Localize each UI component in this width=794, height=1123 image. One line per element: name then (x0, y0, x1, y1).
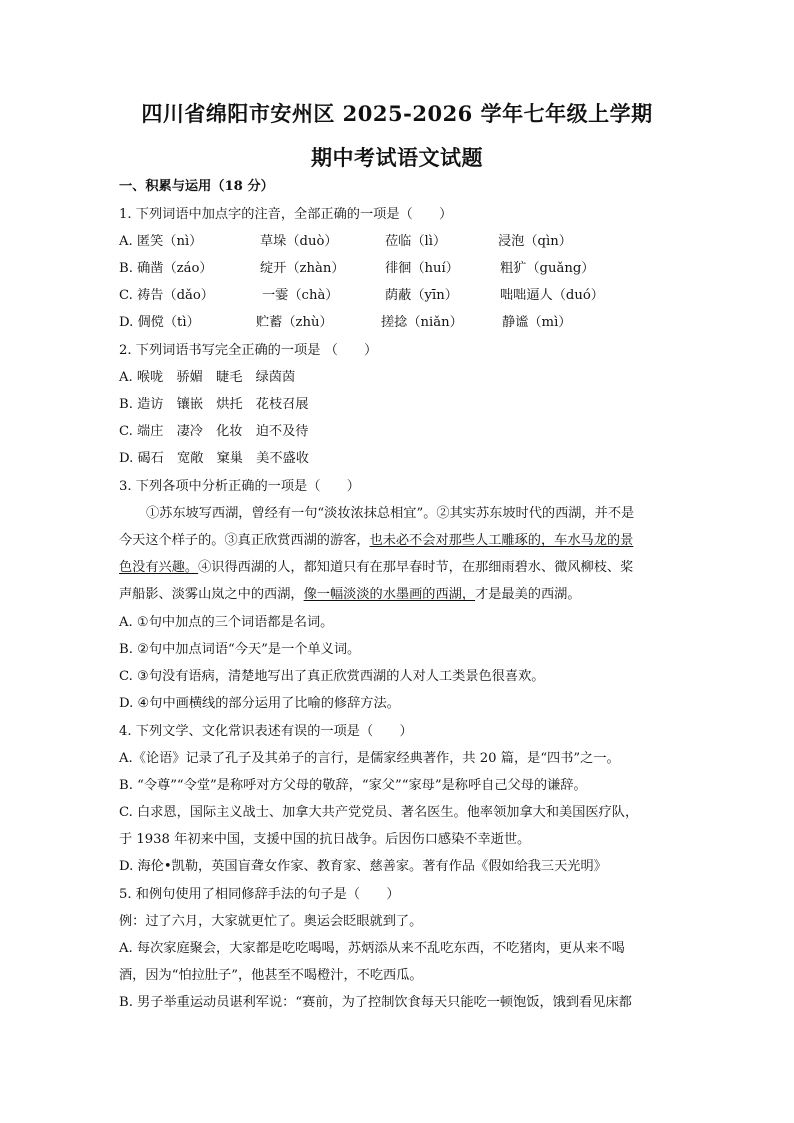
q3-passage-line4-text: 声船影、淡雾山岚之中的西湖， (119, 587, 304, 602)
q1-d-3: 搓捻（niǎn） (381, 315, 463, 330)
q3-underlined-2: 像一幅淡淡的水墨画的西湖， (303, 587, 476, 602)
q2-option-c: C. 端庄 凄冷 化妆 迫不及待 (119, 424, 309, 439)
q5-stem: 5. 和例句使用了相同修辞手法的句子是（ ） (119, 887, 400, 902)
q4-option-c-cont: 于 1938 年初来中国，支援中国的抗日战争。后因伤口感染不幸逝世。 (119, 832, 531, 847)
q3-passage-line3-text: ④识得西湖的人，都知道只有在那早春时节，在那细雨碧水、微风柳枝、桨 (198, 560, 634, 575)
q3-passage-line2 (119, 533, 679, 549)
q1-b-2: 绽开（zhàn） (260, 261, 345, 276)
q1-a-2: 草垛（duò） (260, 234, 338, 249)
q2-stem: 2. 下列词语书写完全正确的一项是 （ ） (119, 343, 378, 358)
q1-b-3: 徘徊（huí） (385, 261, 459, 276)
q4-option-c: C. 白求恩，国际主义战士、加拿大共产党党员、著名医生。他率领加拿大和美国医疗队， (119, 805, 639, 820)
q5-option-a: A. 每次家庭聚会，大家都是吃吃喝喝，苏炳添从来不乱吃东西，不吃猪肉，更从来不喝 (119, 941, 625, 956)
q1-d-4: 静谧（mì） (502, 315, 572, 330)
document-title-line1: 四川省绵阳市安州区 2025-2026 学年七年级上学期 (141, 101, 653, 126)
q4-option-a: A.《论语》记录了孔子及其弟子的言行，是儒家经典著作，共 20 篇，是“四书”之一。 (119, 751, 620, 766)
q3-option-b: B. ②句中加点词语“今天”是一个单义词。 (119, 642, 361, 657)
q2-option-d: D. 碣石 宽敞 窠巢 美不盛收 (119, 451, 309, 466)
q1-b-1: B. 确凿（záo） (119, 261, 213, 276)
q5-option-b: B. 男子举重运动员谌利军说：“赛前，为了控制饮食每天只能吃一顿饱饭，饿到看见床都 (119, 995, 632, 1010)
q1-a-3: 莅临（lì） (385, 234, 447, 249)
document-title-line2: 期中考试语文试题 (311, 145, 483, 170)
q3-option-c: C. ③句没有语病，清楚地写出了真正欣赏西湖的人对人工类景色很喜欢。 (119, 669, 545, 684)
q1-a-4: 浸泡（qìn） (498, 234, 572, 249)
q3-underlined-1: 也未必不会对那些人工雕琢的，车水马龙的景 (369, 533, 634, 548)
q5-option-a-cont: 酒，因为“怕拉肚子”，他甚至不喝橙汁，不吃西瓜。 (119, 968, 423, 983)
q1-d-1: D. 倜傥（tì） (119, 315, 200, 330)
q3-underlined-1-cont: 色没有兴趣。 (119, 560, 199, 575)
q5-example: 例：过了六月，大家就更忙了。奥运会眨眼就到了。 (119, 914, 423, 929)
section-heading: 一、积累与运用（18 分） (119, 179, 274, 194)
q4-option-d: D. 海伦•凯勒，英国盲聋女作家、教育家、慈善家。著有作品《假如给我三天光明》 (119, 859, 607, 874)
q1-c-2: 一霎（chà） (262, 288, 339, 303)
q3-passage-line3 (119, 560, 679, 576)
q3-option-a: A. ①句中加点的三个词语都是名词。 (119, 615, 334, 630)
q3-passage-line4 (119, 587, 679, 603)
q2-option-a: A. 喉咙 骄媚 睫毛 绿茵茵 (119, 370, 296, 385)
q4-stem: 4. 下列文学、文化常识表述有误的一项是（ ） (119, 724, 413, 739)
q3-stem: 3. 下列各项中分析正确的一项是（ ） (119, 479, 360, 494)
q1-d-2: 贮蓄（zhù） (256, 315, 333, 330)
q3-passage-line2-text: 今天这个样子的。③真正欣赏西湖的游客， (119, 533, 370, 548)
q1-stem: 1. 下列词语中加点字的注音，全部正确的一项是（ ） (119, 207, 453, 222)
q1-c-4: 咄咄逼人（duó） (500, 288, 604, 303)
q4-option-b: B. “令尊”“令堂”是称呼对方父母的敬辞，“家父”“家母”是称呼自己父母的谦辞。 (119, 778, 587, 793)
q3-passage-line1: ①苏东坡写西湖，曾经有一句“淡妆浓抹总相宜”。②其实苏东坡时代的西湖，并不是 (146, 506, 635, 521)
q3-passage-line4-end: 才是最美的西湖。 (475, 587, 581, 602)
q1-c-1: C. 祷告（dǎo） (119, 288, 214, 303)
q1-b-4: 粗犷（guǎng） (500, 261, 595, 276)
q3-option-d: D. ④句中画横线的部分运用了比喻的修辞方法。 (119, 696, 400, 711)
q1-a-1: A. 匿笑（nì） (119, 234, 203, 249)
q1-c-3: 荫蔽（yīn） (385, 288, 458, 303)
q2-option-b: B. 造访 镶嵌 烘托 花枝召展 (119, 397, 309, 412)
